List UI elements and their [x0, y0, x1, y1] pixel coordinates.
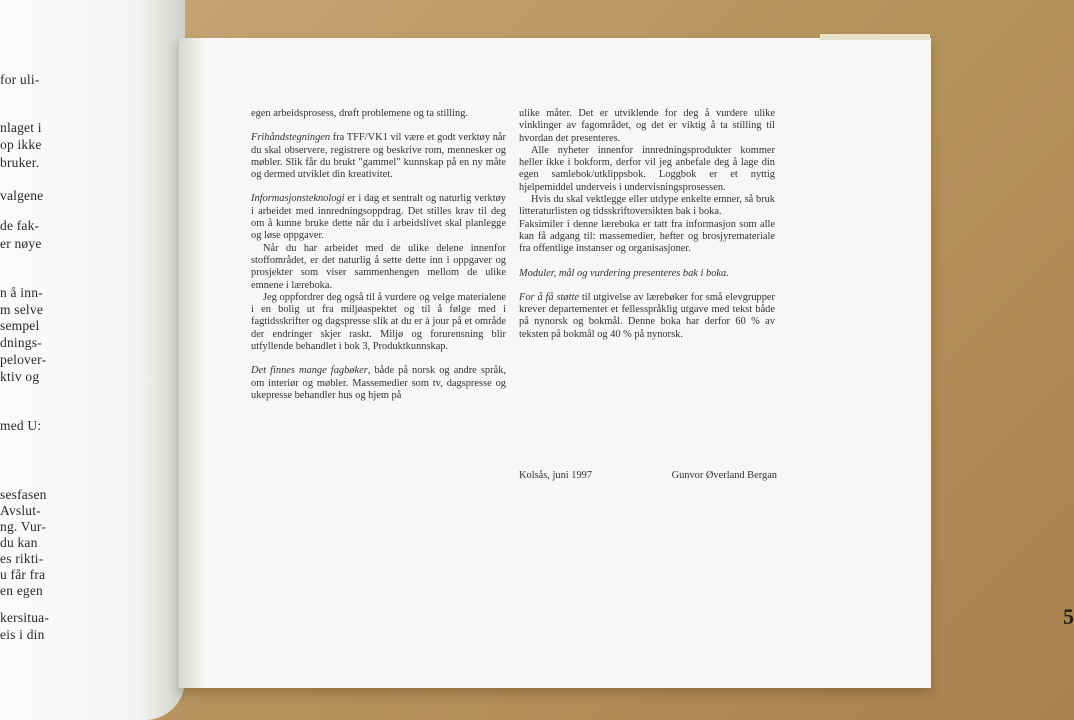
- left-page-text-fragment: ktiv og: [0, 369, 40, 384]
- place-date: Kolsås, juni 1997: [519, 470, 593, 481]
- page-number: 5: [1063, 604, 1074, 629]
- left-page-text-fragment: m selve: [0, 302, 44, 317]
- page-edge-strip: [820, 34, 930, 40]
- left-page-text-fragment: sempel: [0, 318, 40, 333]
- paragraph-gap: [519, 280, 775, 292]
- paragraph-gap: [519, 256, 775, 268]
- left-page-text-fragment: valgene: [0, 188, 44, 203]
- text-column-right: [519, 108, 775, 341]
- left-page-text-fragment: es rikti-: [0, 551, 44, 566]
- left-page-text-fragment: eis i din: [0, 627, 45, 642]
- left-page-text-fragment: sesfasen: [0, 487, 47, 502]
- left-page-text-fragment: nlaget i: [0, 120, 42, 135]
- italic-lead: Frihåndstegningen: [251, 132, 331, 144]
- right-column-paragraph: Faksimiler i denne læreboka er tatt fra informasjon som alle kan få adgang til: massemedier, hefter og brosjyremateriale fra offentlige instanser og organisasjoner.: [519, 218, 775, 255]
- left-column-paragraph: Det finnes mange fagbøker, både på norsk og andre språk, om interiør og møbler. Massemedier som tv, dagspresse og ukepresse behandler hus og hjem på: [251, 365, 506, 401]
- right-page: [178, 38, 1074, 688]
- paragraph-gap: [251, 353, 506, 365]
- paragraph-gap: [251, 120, 506, 132]
- left-column-paragraph: Jeg oppfordrer deg også til å vurdere og velge materialene i en bolig ut fra miljøaspektet og til å følge med i fagtidsskrifter og dagspresse slik at du er à jour på et område der endringer skjer raskt. Miljø og forurensning blir utfyllende behandlet i bok 3, Produktkunnskap.: [251, 291, 506, 353]
- right-column-paragraph: Moduler, mål og vurdering presenteres bak i boka.: [519, 267, 729, 279]
- left-column-paragraph: egen arbeidsprosess, drøft problemene og ta stilling.: [251, 108, 468, 119]
- right-column-paragraph: ulike måter. Det er utviklende for deg å vurdere ulike vinklinger av fagområdet, og det er viktig å ta stilling til hvordan det presenteres.: [519, 108, 775, 144]
- left-page-text-fragment: med U:: [0, 418, 42, 433]
- left-page-text-fragment: n å inn-: [0, 285, 43, 300]
- right-column-paragraph: Hvis du skal vektlegge eller utdype enkelte emner, så bruk litteraturlisten og tidsskriftoversikten bak i boka.: [519, 194, 775, 218]
- italic-lead: Det finnes mange fagbøker: [251, 365, 368, 377]
- left-page-text-fragment: er nøye: [0, 236, 42, 251]
- author-name: Gunvor Øverland Bergan: [671, 470, 777, 481]
- left-page-text-fragment: bruker.: [0, 155, 40, 170]
- left-page-text-fragment: dnings-: [0, 335, 42, 350]
- left-page-text-fragment: kersitua-: [0, 610, 50, 625]
- left-page-text-fragment: de fak-: [0, 218, 40, 233]
- left-page-text-fragment: du kan: [0, 535, 38, 550]
- left-column-paragraph: Frihåndstegningen fra TFF/VK1 vil være et godt verktøy når du skal observere, registrere og beskrive rom, mennesker og møbler. Slik får du brukt "gammel" kunnskap på en ny måte og dermed utviklet din kreativitet.: [251, 132, 506, 181]
- italic-lead: For å få støtte: [519, 291, 579, 303]
- left-page-text-fragment: for uli-: [0, 72, 40, 87]
- left-page-text-fragment: pelover-: [0, 352, 47, 367]
- left-column-paragraph: Informasjonsteknologi er i dag et sentralt og naturlig verktøy i arbeidet med innredningsoppdrag. Det stilles krav til deg om å kunne bruke dette når du i arbeidslivet skal planlegge og løse oppgaver.: [251, 193, 506, 242]
- left-column-paragraph: Når du har arbeidet med de ulike delene innenfor stoffområdet, er det naturlig å sette dette inn i oppgaver og prosjekter som viser sammenhengen mellom de ulike emnene i læreboka.: [251, 242, 506, 291]
- left-page-text-fragment: Avslut-: [0, 503, 41, 518]
- right-column-paragraph: Alle nyheter innenfor innredningsprodukter kommer heller ikke i bokform, derfor vil jeg anbefale deg å lage din egen samlebok/utklippsbok. Loggbok er et nyttig hjelpemiddel underveis i undervisningsprosessen.: [519, 144, 775, 193]
- left-page-text-fragment: en egen: [0, 583, 44, 598]
- left-page-text-fragment: op ikke: [0, 137, 42, 152]
- left-page-text-fragment: ng. Vur-: [0, 519, 47, 534]
- paragraph-gap: [251, 181, 506, 193]
- right-column-paragraph: For å få støtte til utgivelse av lærebøker for små elevgrupper krever departementet et fellesspråklig utgave med tekst både på nynorsk og bokmål. Denne boka har derfor 60 % av teksten på bokmål og 40 % på nynorsk.: [519, 291, 776, 340]
- left-page-text-fragment: u får fra: [0, 567, 46, 582]
- italic-lead: Informasjonsteknologi: [251, 193, 345, 205]
- left-page: [0, 0, 185, 720]
- signature-line: [519, 470, 777, 481]
- text-column-left: [251, 108, 506, 402]
